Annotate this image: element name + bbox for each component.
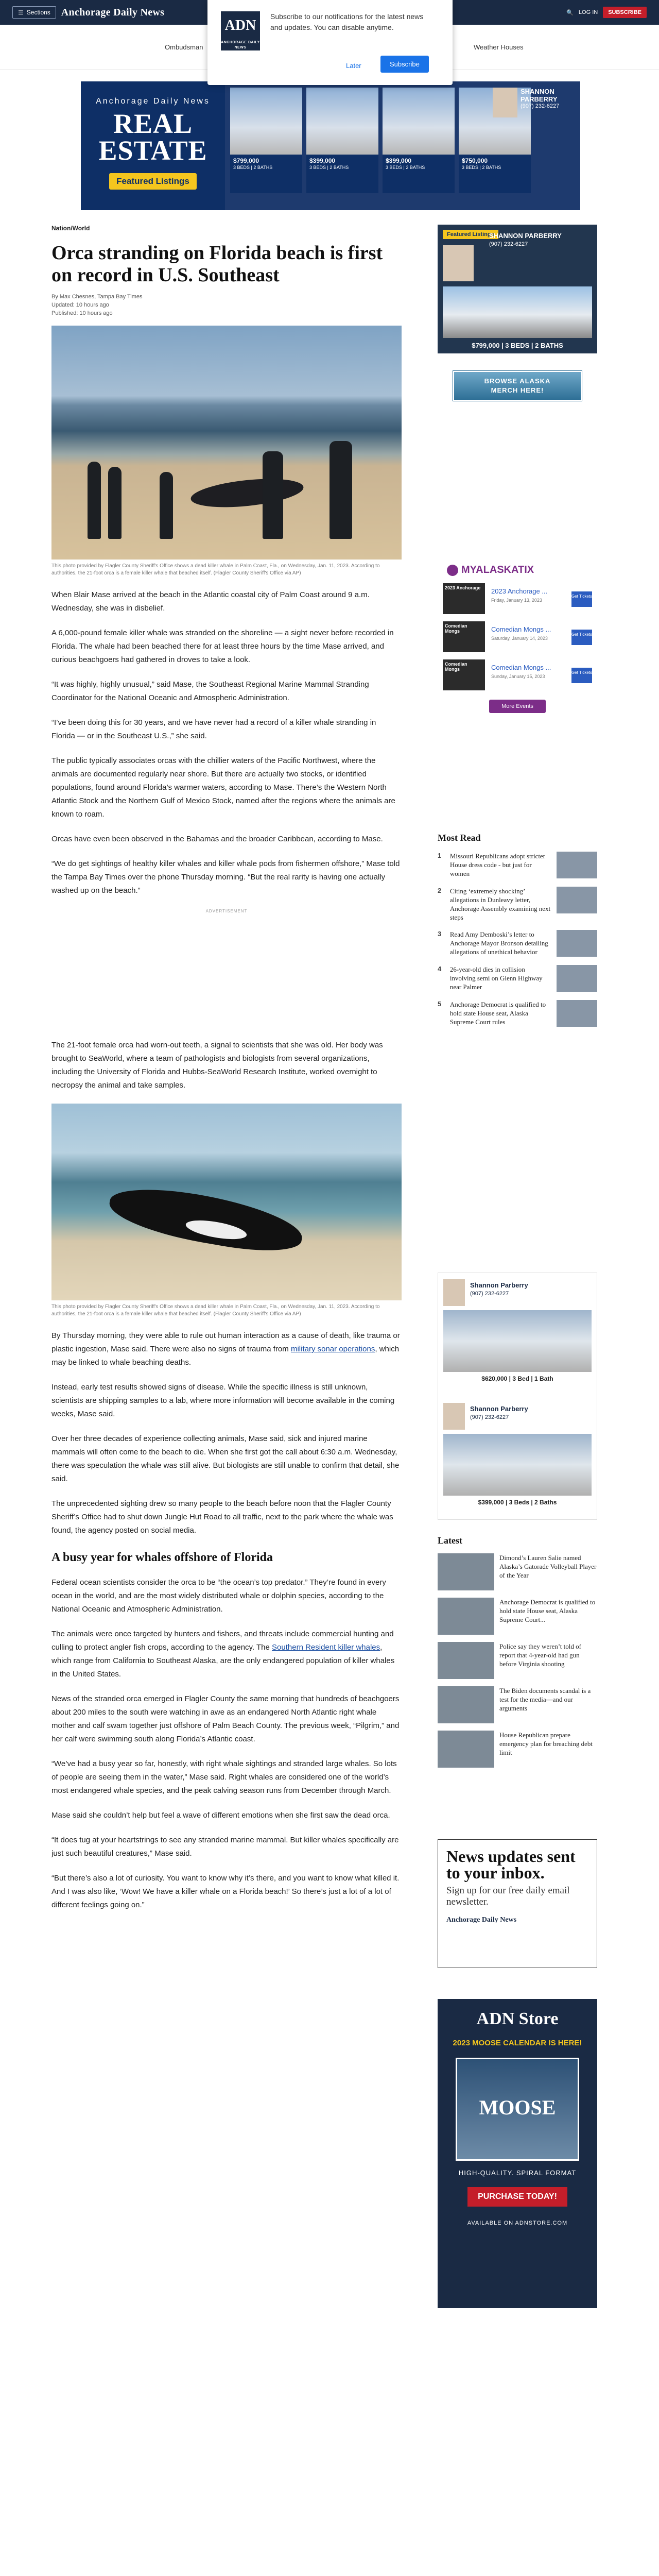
- lead-photo[interactable]: [51, 326, 402, 560]
- list-item[interactable]: 5 Anchorage Democrat is qualified to hold state House seat, Alaska Supreme Court rules: [438, 1000, 597, 1027]
- story-thumb: [557, 1000, 597, 1027]
- orca-body: [106, 1180, 306, 1260]
- article-body: [51, 588, 402, 1912]
- purchase-button[interactable]: PURCHASE TODAY!: [467, 2187, 567, 2207]
- event-thumb: Comedian Mongs: [443, 659, 485, 690]
- list-item[interactable]: Dimond’s Lauren Salie named Alaska’s Gatorade Volleyball Player of the Year: [438, 1553, 597, 1590]
- paragraph: When Blair Mase arrived at the beach in the Atlantic coastal city of Palm Coast around 9 a.m. Wednesday, she was in disbelief.: [51, 590, 370, 613]
- myalaskatix-logo[interactable]: MYALASKATIX: [447, 564, 597, 576]
- notification-prompt: [207, 0, 453, 85]
- get-tickets-button[interactable]: Get Tickets: [571, 630, 592, 645]
- story-thumb: [557, 930, 597, 957]
- later-button[interactable]: Later: [346, 62, 361, 70]
- list-item[interactable]: 4 26-year-old dies in collision involving semi on Glenn Highway near Palmer: [438, 965, 597, 992]
- house-photo: [443, 286, 592, 338]
- second-photo[interactable]: [51, 1104, 402, 1300]
- photo-caption: This photo provided by Flagler County Sheriff's Office shows a dead killer whale in Palm Coast, Fla., on Wednesday, Jan. 11, 2023. According to authorities, the 21-foot orca is a female killer whale that beached itself. (Flagler County Sheriff's Office via AP): [51, 563, 380, 576]
- house-photo: [443, 1434, 592, 1496]
- ad-label: Featured Listings: [443, 230, 498, 239]
- story-thumb: [438, 1598, 494, 1635]
- article-title: Orca stranding on Florida beach is first on record in U.S. Southeast: [51, 242, 383, 286]
- advertisement-slot: ADVERTISEMENT: [205, 909, 248, 913]
- story-thumb: [438, 1553, 494, 1590]
- event-date: Friday, January 13, 2023: [491, 598, 542, 603]
- browse-merch-ad[interactable]: BROWSE ALASKA MERCH HERE!: [453, 371, 582, 401]
- agent-name: SHANNON PARBERRY (907) 232-6227: [489, 232, 562, 247]
- nav-link-ombudsman[interactable]: Ombudsman: [165, 43, 203, 51]
- paragraph: Federal ocean scientists consider the orca to be “the ocean’s top predator.” They’re found in every ocean in the world, and are the most widely distributed whale or dolphin species, according to the National Oceanic and Atmospheric Administration.: [51, 1578, 386, 1614]
- listing-price: $620,000 | 3 Bed | 1 Bath: [481, 1375, 553, 1382]
- story-thumb: [438, 1731, 494, 1768]
- adn-logo: ADN ANCHORAGE DAILY NEWS: [221, 11, 260, 50]
- paragraph: News of the stranded orca emerged in Flagler County the same morning that hundreds of beachgoers about 200 miles to the south were watching in awe as an endangered North Atlantic right whale mother and calf swam together just offshore of Palm Beach County. The previous week, “Pilgrim,” and her calf were swimming south along Florida’s Atlantic coast.: [51, 1694, 400, 1743]
- newsletter-heading: News updates sent to your inbox.: [446, 1847, 576, 1882]
- event-date: Saturday, January 14, 2023: [491, 636, 548, 641]
- agent-name: Shannon Parberry (907) 232-6227: [470, 1405, 528, 1420]
- ad-home-card[interactable]: $799,000 3 BEDS | 2 BATHS: [230, 88, 302, 193]
- paragraph: Orcas have even been observed in the Bahamas and the broader Caribbean, according to Mase.: [51, 835, 383, 843]
- article: [51, 225, 402, 1912]
- agent-photo: [443, 1403, 465, 1430]
- section-heading: A busy year for whales offshore of Florida: [51, 1551, 273, 1564]
- get-tickets-button[interactable]: Get Tickets: [571, 591, 592, 607]
- breadcrumb[interactable]: Nation/World: [51, 225, 90, 232]
- subscribe-button[interactable]: SUBSCRIBE: [603, 7, 647, 18]
- newsletter-subtext: Sign up for our free daily email newsletter.: [446, 1885, 570, 1907]
- search-icon[interactable]: 🔍: [566, 9, 574, 16]
- event-name[interactable]: 2023 Anchorage ...: [491, 587, 548, 595]
- notification-subscribe-button[interactable]: Subscribe: [380, 56, 429, 73]
- store-heading: ADN Store: [476, 2009, 559, 2028]
- list-item[interactable]: House Republican prepare emergency plan for breaching debt limit: [438, 1731, 597, 1768]
- adn-store-ad[interactable]: [438, 1999, 597, 2308]
- store-quality: HIGH-QUALITY. SPIRAL FORMAT: [458, 2169, 577, 2177]
- published-time: Published: 10 hours ago: [51, 310, 113, 316]
- event-item[interactable]: [443, 659, 592, 690]
- list-item[interactable]: Police say they weren’t told of report that 4-year-old had gun before Virginia shooting: [438, 1642, 597, 1679]
- photo-caption: This photo provided by Flagler County Sheriff's Office shows a dead killer whale in Palm Coast, Fla., on Wednesday, Jan. 11, 2023. According to authorities, the 21-foot orca is a female killer whale that beached itself. (Flagler County Sheriff's Office via AP): [51, 1304, 380, 1317]
- list-item[interactable]: The Biden documents scandal is a test for the media—and our arguments: [438, 1686, 597, 1723]
- paragraph: “We’ve had a busy year so far, honestly, with right whale sightings and stranded large whales. So lots of people are seeing them in the water,” Mase said. Right whales are considered one of the world’s most endangered whale species, and the peak calving season runs from December through March.: [51, 1759, 397, 1795]
- ad-home-card[interactable]: $750,000 3 BEDS | 2 BATHS: [459, 88, 531, 193]
- most-read: [438, 833, 597, 1027]
- login-link[interactable]: LOG IN: [578, 9, 598, 15]
- updated-time: Updated: 10 hours ago: [51, 302, 109, 308]
- sections-button[interactable]: ☰ Sections: [12, 6, 56, 19]
- paragraph: A 6,000-pound female killer whale was stranded on the shoreline — a sight never before recorded in Florida. The whale had been beached there for at least three hours by the time Mase arrived, and curious beachgoers had gathered in droves to take a look.: [51, 629, 394, 664]
- ticket-icon: [447, 565, 458, 576]
- paragraph: By Thursday morning, they were able to rule out human interaction as a cause of death, like trauma or plastic ingestion, Mase said. There were also no signs of trauma from military sonar operations, which may be linked to whale beaching deaths.: [51, 1331, 400, 1367]
- stranded-orca: [189, 474, 305, 512]
- myalaskatix-widget: [438, 564, 597, 822]
- ad-brand-line: Anchorage Daily News: [96, 97, 210, 106]
- event-date: Sunday, January 15, 2023: [491, 674, 545, 679]
- sidebar-real-estate-ad[interactable]: [438, 225, 597, 353]
- author: By Max Chesnes, Tampa Bay Times: [51, 294, 143, 300]
- agent-name: Shannon Parberry (907) 232-6227: [470, 1281, 528, 1297]
- paragraph: Over her three decades of experience collecting animals, Mase said, sick and injured marine mammals will often come to the beach to die. When she first got the call about 6:30 a.m. Wednesday, there was speculation the whale was still alive. But biologists are still unable to confirm that detail, she said.: [51, 1434, 400, 1483]
- house-photo: [443, 1310, 592, 1372]
- event-thumb: 2023 Anchorage: [443, 583, 485, 614]
- latest-news: [438, 1535, 597, 1768]
- southern-resident-link[interactable]: Southern Resident killer whales: [272, 1643, 380, 1652]
- newsletter-logo: Anchorage Daily News: [446, 1916, 517, 1924]
- latest-heading: Latest: [438, 1535, 462, 1546]
- paragraph: The 21-foot female orca had worn-out teeth, a signal to scientists that she was old. Her body was brought to SeaWorld, where a team of pathologists and biologists from several organizations, including the University of Florida and Hubbs-SeaWorld Research Institute, worked overnight to necropsy the animal and take samples.: [51, 1041, 383, 1090]
- agent-photo: [443, 245, 474, 281]
- listing-price: $399,000 | 3 Beds | 2 Baths: [478, 1499, 557, 1506]
- ad-badge: Featured Listings: [109, 173, 197, 190]
- paragraph: Instead, early test results showed signs of disease. While the specific illness is still unknown, scientists are shipping samples to a lab, where more information will become available in the coming weeks, Mase said.: [51, 1383, 395, 1418]
- site-logo[interactable]: Anchorage Daily News: [61, 6, 165, 18]
- event-item[interactable]: [443, 621, 592, 652]
- moose-calendar-image: MOOSE: [456, 2058, 579, 2161]
- newsletter-signup-ad[interactable]: [438, 1839, 597, 1968]
- notification-text: Subscribe to our notifications for the latest news and updates. You can disable anytime.: [270, 12, 424, 31]
- agent-photo: [443, 1279, 465, 1306]
- store-availability: AVAILABLE ON ADNSTORE.COM: [467, 2220, 568, 2226]
- event-thumb: Comedian Mongs: [443, 621, 485, 652]
- event-name[interactable]: Comedian Mongs ...: [491, 625, 551, 633]
- store-promo: 2023 MOOSE CALENDAR IS HERE!: [453, 2039, 582, 2047]
- story-thumb: [557, 887, 597, 913]
- ad-home-card[interactable]: $399,000 3 BEDS | 2 BATHS: [383, 88, 455, 193]
- agent-photo: [493, 88, 517, 117]
- ad-brand-panel: [81, 81, 225, 210]
- story-thumb: [557, 852, 597, 878]
- more-events-button[interactable]: More Events: [489, 700, 546, 713]
- paragraph: Mase said she couldn’t help but feel a wave of different emotions when she first saw the dead orca.: [51, 1811, 390, 1820]
- paragraph: The unprecedented sighting drew so many people to the beach before noon that the Flagler County Sheriff’s Office had to shut down Jungle Hut Road to all traffic, next to the park where the whale was found, the agency posted on social media.: [51, 1499, 393, 1535]
- most-read-heading: Most Read: [438, 833, 481, 843]
- story-thumb: [438, 1642, 494, 1679]
- paragraph: “I’ve been doing this for 30 years, and we have never had a record of a killer whale stranding in Florida — or in the Southeast U.S.,” she said.: [51, 718, 376, 740]
- sections-menu[interactable]: [12, 6, 56, 19]
- paragraph: “It does tug at your heartstrings to see any stranded marine mammal. But killer whales specifically are just such beautiful creatures,” Mase said.: [51, 1836, 399, 1858]
- paragraph: “But there’s also a lot of curiosity. You want to know why it’s there, and you want to know what killed it. And I was also like, ‘Wow! We have a killer whale on a Florida beach!’ So there’s just a lot of a lot of different feelings going on.”: [51, 1874, 400, 1909]
- get-tickets-button[interactable]: Get Tickets: [571, 668, 592, 683]
- ad-headline: REAL ESTATE: [98, 108, 207, 166]
- sonar-link[interactable]: military sonar operations: [290, 1345, 375, 1353]
- story-thumb: [557, 965, 597, 992]
- paragraph: “It was highly, highly unusual,” said Mase, the Southeast Regional Marine Mammal Stranding Coordinator for the National Oceanic and Atmospheric Administration.: [51, 680, 369, 702]
- paragraph: The public typically associates orcas with the chillier waters of the Pacific Northwest, where the animals are documented regularly near shore. But there are actually two stocks, or identified populations, found around Florida’s warmer waters, according to Mase. There’s the Western North Atlantic Stock and the Northern Gulf of Mexico Stock, named after the regions where the animals are known to roam.: [51, 756, 395, 819]
- list-item[interactable]: 2 Citing ‘extremely shocking’ allegations in Dunleavy letter, Anchorage Assembly examining next steps: [438, 887, 597, 922]
- hamburger-icon: ☰: [18, 9, 24, 16]
- event-name[interactable]: Comedian Mongs ...: [491, 664, 551, 671]
- paragraph: “We do get sightings of healthy killer whales and killer whale pods from fishermen offshore,” Mase told the Tampa Bay Times over the phone Thursday morning. “But the real rarity is having one actually washed up on the beach.”: [51, 859, 400, 895]
- list-item[interactable]: 3 Read Amy Demboski’s letter to Anchorage Mayor Bronson detailing allegations of unethical behavior: [438, 930, 597, 957]
- event-item[interactable]: [443, 583, 592, 614]
- ad-home-card[interactable]: $399,000 3 BEDS | 2 BATHS: [306, 88, 378, 193]
- real-estate-banner-ad[interactable]: [81, 81, 580, 210]
- ad-agent: SHANNON PARBERRY (907) 232-6227: [493, 88, 575, 196]
- story-thumb: [438, 1686, 494, 1723]
- nav-link-weather[interactable]: Weather Houses: [474, 43, 524, 51]
- listing-price: $799,000 | 3 BEDS | 2 BATHS: [472, 342, 563, 349]
- list-item[interactable]: Anchorage Democrat is qualified to hold state House seat, Alaska Supreme Court...: [438, 1598, 597, 1635]
- paragraph: The animals were once targeted by hunters and fishers, and threats include commercial hunting and culling to protect angler fish crops, according to the agency. The Southern Resident killer whales, which range from California to Southeast Alaska, are the only endangered population of killer whales in the United States.: [51, 1630, 395, 1679]
- byline: [51, 293, 402, 317]
- list-item[interactable]: 1 Missouri Republicans adopt stricter House dress code - but just for women: [438, 852, 597, 878]
- sidebar-agent-ad[interactable]: [438, 1273, 597, 1520]
